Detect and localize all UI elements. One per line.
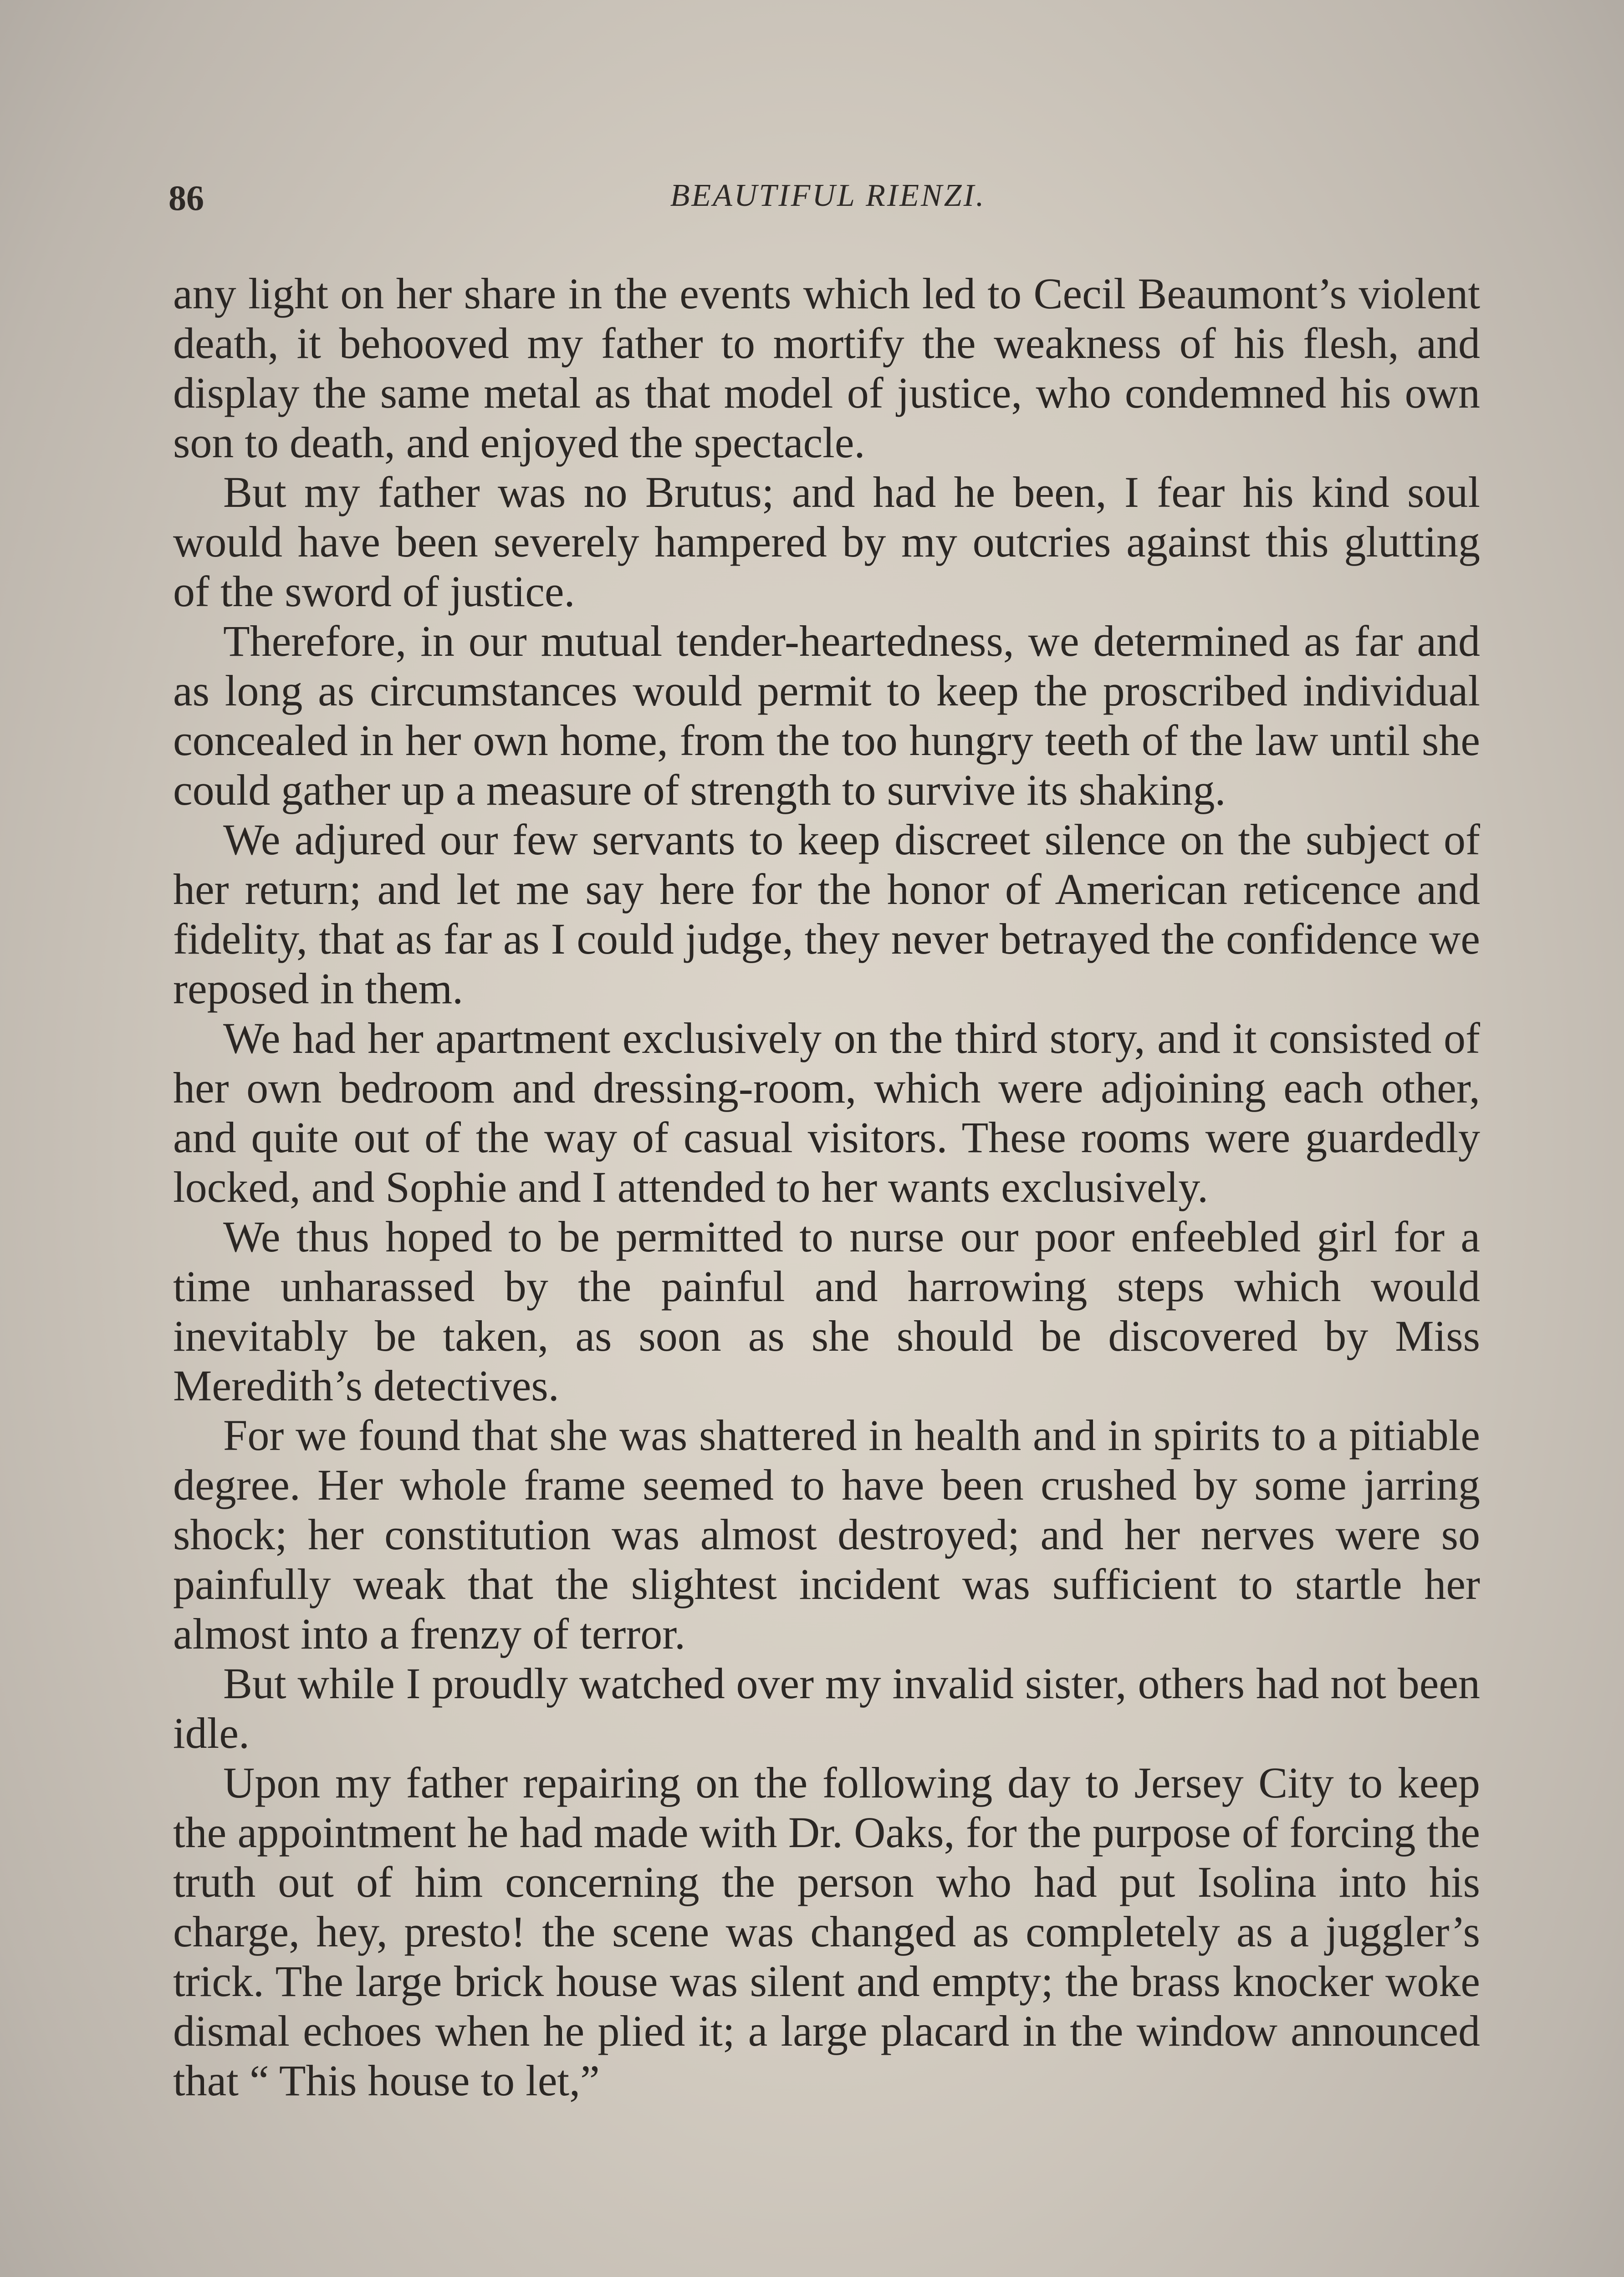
page-body [173,269,1480,2105]
running-title: BEAUTIFUL RIENZI. [670,178,986,213]
paragraph: Upon my father repairing on the following day to Jersey City to keep the appointment he had made with Dr. Oaks, for the purpose of forcing the truth out of him concerning the person who had put Isolina into his charge, hey, presto! the scene was changed as completely as a juggler’s trick. The large brick house was silent and empty; the brass knocker woke dismal echoes when he plied it; a large placard in the window announced that “ This house to let,” [173,1758,1480,2105]
page-number: 86 [169,178,204,218]
page-header [169,178,1487,228]
paragraph-continued: any light on her share in the events which led to Cecil Beaumont’s violent death, it behooved my father to mortify the weakness of his flesh, and display the same metal as that model of justice, who condemned his own son to death, and enjoyed the spectacle. [173,269,1480,467]
paragraph: We thus hoped to be permitted to nurse our poor enfeebled girl for a time unharassed by the painful and harrowing steps which would inevitably be taken, as soon as she should be discovered by Miss Meredith’s detectives. [173,1212,1480,1410]
paragraph: We adjured our few servants to keep discreet silence on the subject of her return; and let me say here for the honor of American reticence and fidelity, that as far as I could judge, they never betrayed the confidence we reposed in them. [173,815,1480,1013]
paragraph: We had her apartment exclusively on the third story, and it consisted of her own bedroom and dressing-room, which were adjoining each other, and quite out of the way of casual visitors. These rooms were guardedly locked, and Sophie and I attended to her wants exclusively. [173,1014,1480,1211]
paragraph: But while I proudly watched over my invalid sister, others had not been idle. [173,1659,1480,1757]
paragraph: Therefore, in our mutual tender-heartedness, we determined as far and as long as circumstances would permit to keep the proscribed individual concealed in her own home, from the too hungry teeth of the law until she could gather up a measure of strength to survive its shaking. [173,617,1480,814]
paragraph: But my father was no Brutus; and had he been, I fear his kind soul would have been severely hampered by my outcries against this glutting of the sword of justice. [173,468,1480,616]
paragraph: For we found that she was shattered in health and in spirits to a pitiable degree. Her whole frame seemed to have been crushed by some jarring shock; her constitution was almost destroyed; and her nerves were so painfully weak that the slightest incident was sufficient to startle her almost into a frenzy of terror. [173,1411,1480,1658]
